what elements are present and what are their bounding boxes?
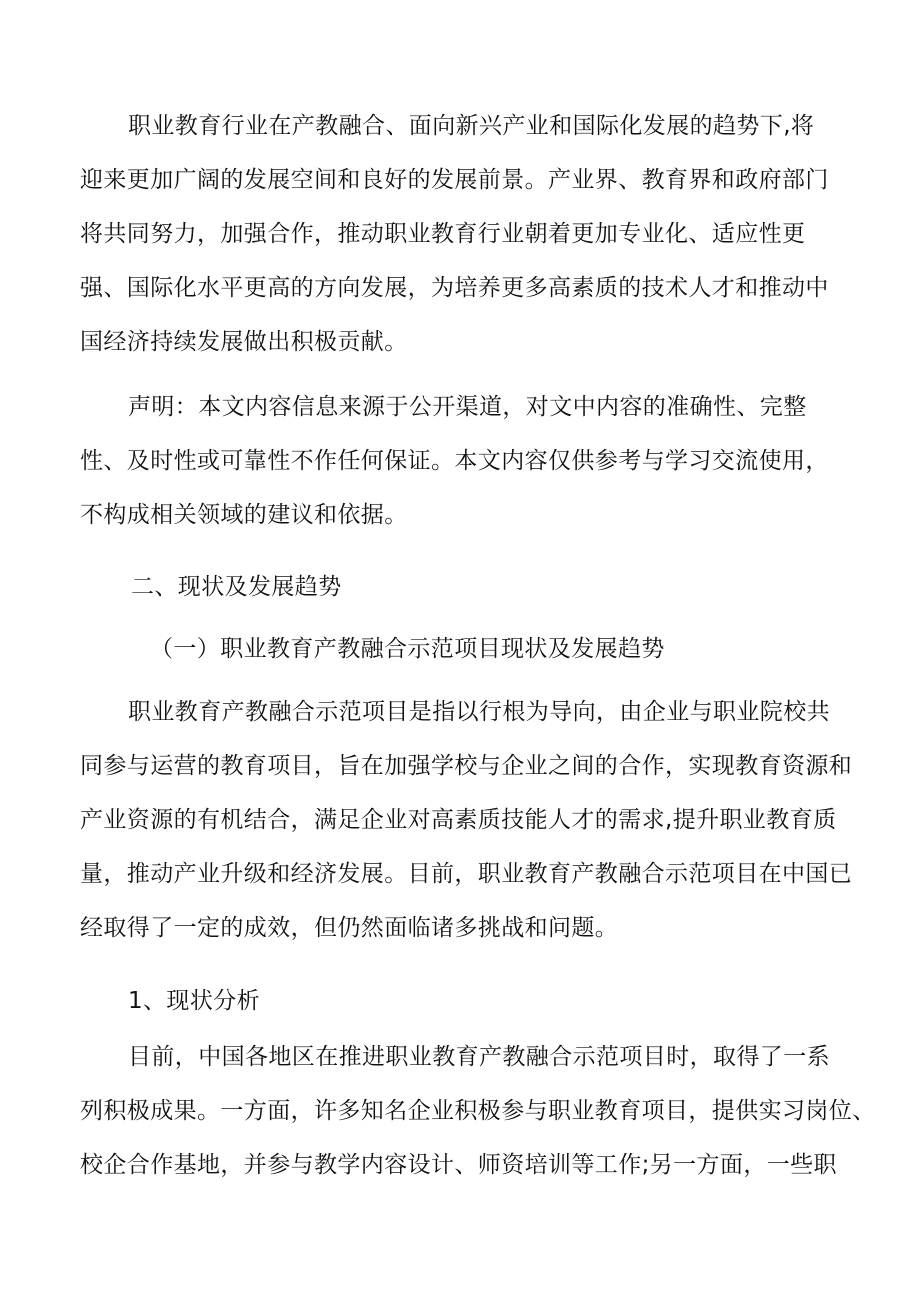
disclaimer-line-3: 不构成相关领域的建议和依据。 xyxy=(80,502,408,528)
paragraph-3-line-4: 量，推动产业升级和经济发展。目前，职业教育产教融合示范项目在中国已 xyxy=(80,861,853,887)
subsection-heading: （一）职业教育产教融合示范项目现状及发展趋势 xyxy=(150,636,665,662)
paragraph-4-line-3: 校企合作基地，并参与教学内容设计、师资培训等工作;另一方面，一些职 xyxy=(80,1152,837,1178)
paragraph-1-line-2: 迎来更加广阔的发展空间和良好的发展前景。产业界、教育界和政府部门 xyxy=(80,167,829,193)
disclaimer-line-1: 声明：本文内容信息来源于公开渠道，对文中内容的准确性、完整 xyxy=(128,394,807,420)
disclaimer-line-2: 性、及时性或可靠性不作任何保证。本文内容仅供参考与学习交流使用， xyxy=(80,448,829,474)
paragraph-1-line-4: 强、国际化水平更高的方向发展，为培养更多高素质的技术人才和推动中 xyxy=(80,275,829,301)
paragraph-1-line-1: 职业教育行业在产教融合、面向新兴产业和国际化发展的趋势下,将 xyxy=(128,113,815,139)
section-heading: 二、现状及发展趋势 xyxy=(131,574,342,600)
paragraph-1-line-5: 国经济持续发展做出积极贡献。 xyxy=(80,329,408,355)
paragraph-4-line-2: 列积极成果。一方面，许多知名企业积极参与职业教育项目，提供实习岗位、 xyxy=(80,1098,876,1124)
paragraph-3-line-5: 经取得了一定的成效，但仍然面临诸多挑战和问题。 xyxy=(80,915,619,941)
paragraph-3-line-2: 同参与运营的教育项目，旨在加强学校与企业之间的合作，实现教育资源和 xyxy=(80,753,853,779)
paragraph-3-line-1: 职业教育产教融合示范项目是指以行根为导向，由企业与职业院校共 xyxy=(128,699,830,725)
paragraph-3-line-3: 产业资源的有机结合，满足企业对高素质技能人才的需求,提升职业教育质 xyxy=(80,807,837,833)
paragraph-4-line-1: 目前，中国各地区在推进职业教育产教融合示范项目时，取得了一系 xyxy=(128,1044,830,1070)
paragraph-1-line-3: 将共同努力，加强合作，推动职业教育行业朝着更加专业化、适应性更 xyxy=(80,221,806,247)
item-heading: 1、现状分析 xyxy=(128,988,261,1014)
